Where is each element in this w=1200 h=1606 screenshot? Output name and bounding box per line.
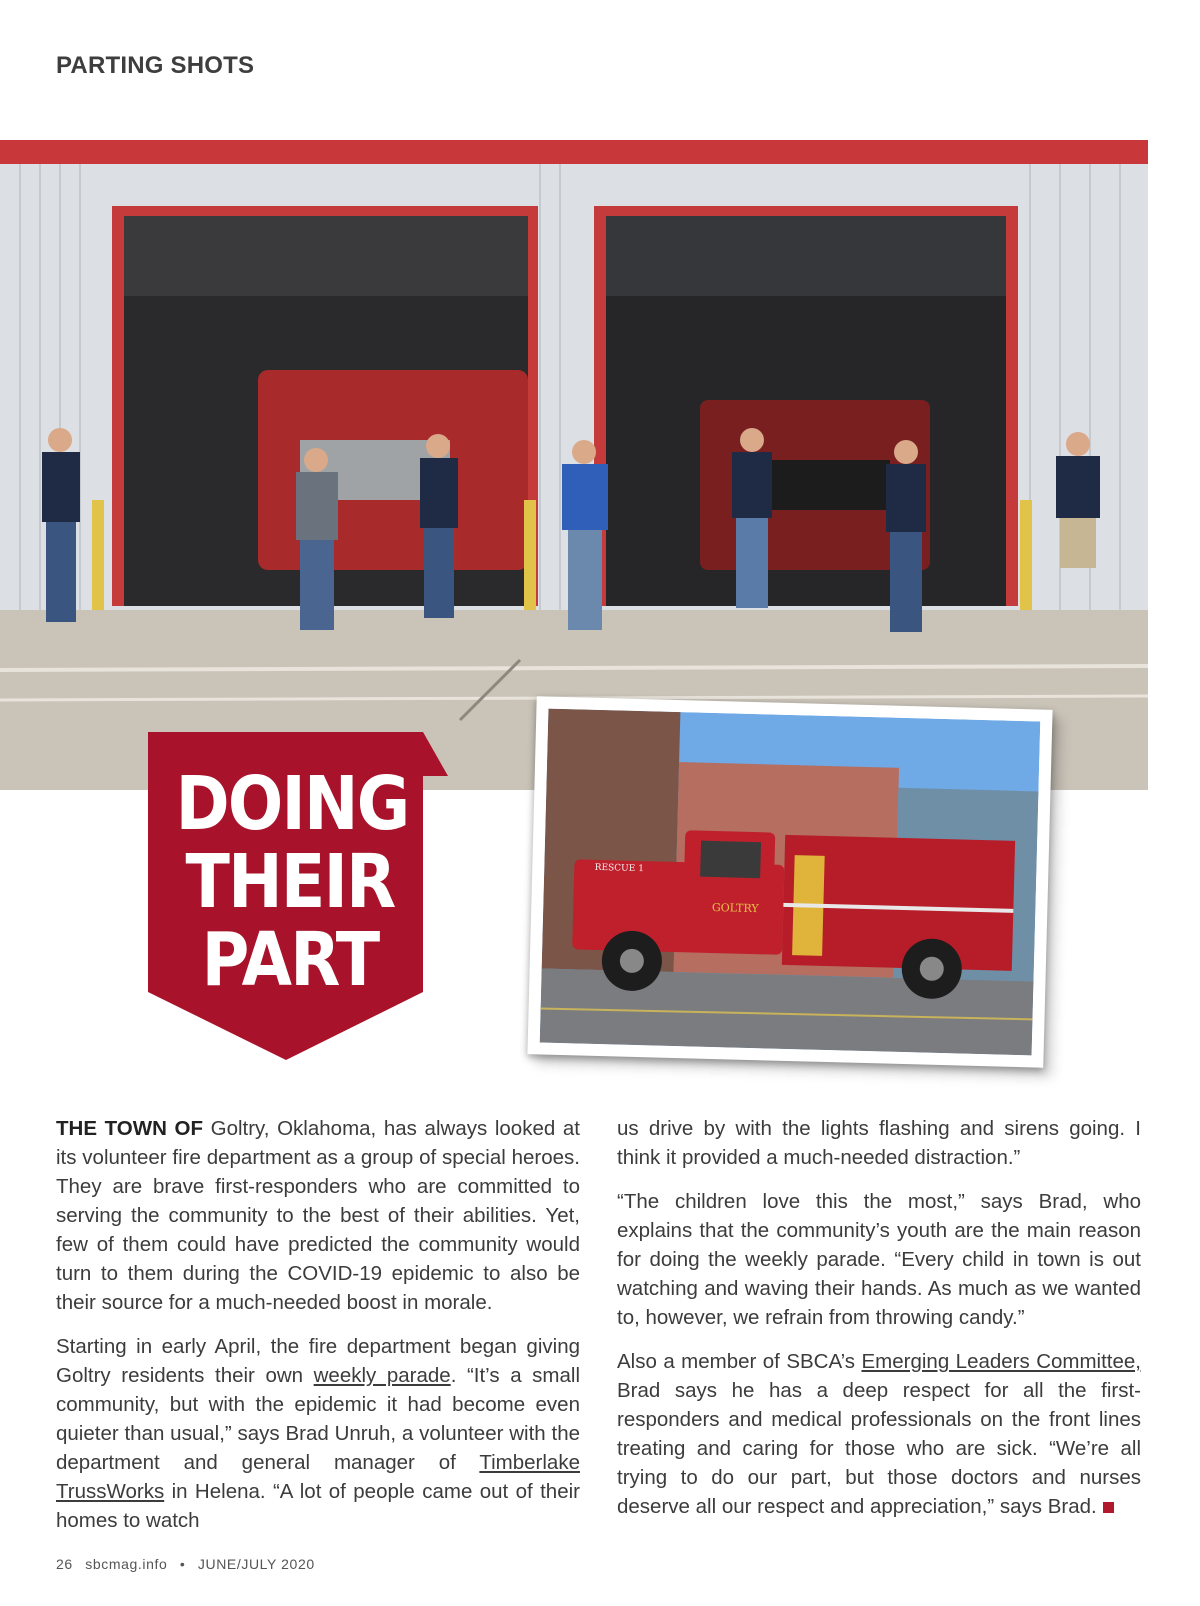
paragraph-2: Starting in early April, the fire department began giving Goltry residents their own weekly parade. “It’s a small community, but with the epidemic it had become even quieter than usual,” says Brad Unruh, a volunteer with the department and general manager of Timberlake TrussWorks in Helena. “A lot of people came out of their homes to watch (56, 1335, 580, 1532)
article-column-right (617, 1114, 1141, 1536)
weekly-parade-link[interactable]: weekly parade (313, 1364, 451, 1387)
timberlake-trussworks-link[interactable]: Timberlake TrussWorks (56, 1451, 580, 1503)
site-name: sbcmag.info (85, 1556, 168, 1572)
end-mark-icon (1103, 1502, 1114, 1513)
headline-line-3: PART (201, 917, 379, 1003)
emerging-leaders-committee-link[interactable]: Emerging Leaders Committee, (861, 1350, 1141, 1373)
headline-line-2: THEIR (185, 839, 395, 925)
truck-hood-text: RESCUE 1 (594, 862, 644, 875)
article-column-left (56, 1114, 580, 1550)
paragraph-2-continued: us drive by with the lights flashing and sirens going. I think it provided a much-needed distraction.” (617, 1117, 1141, 1169)
page-footer (56, 1556, 323, 1572)
headline (175, 761, 409, 1003)
page-number: 26 (56, 1556, 73, 1572)
fire-station-photo (0, 140, 1148, 790)
paragraph-4: Also a member of SBCA’s Emerging Leaders Committee, Brad says he has a deep respect for all the first-responders and medical professionals on the front lines treating and caring for those who are sick. “We’re all trying to do our part, but those doctors and nurses deserve all our respect and appreciation,” says Brad. (617, 1350, 1141, 1518)
paragraph-3: “The children love this the most,” says Brad, who explains that the community’s youth are the main reason for doing the weekly parade. “Every child in town is out watching and waving their hands. As much as we wanted to, however, we refrain from throwing candy.” (617, 1190, 1141, 1329)
paragraph-1: THE TOWN OF Goltry, Oklahoma, has always looked at its volunteer fire department as a group of special heroes. They are brave first-responders who are committed to serving the community to the best of their abilities. Yet, few of them could have predicted the community would turn to them during the COVID-19 epidemic to also be their source for a much-needed boost in morale. (56, 1117, 580, 1314)
issue-date: JUNE/JULY 2020 (197, 1556, 315, 1572)
section-label: PARTING SHOTS (56, 52, 255, 79)
truck-door-text: GOLTRY (711, 900, 759, 916)
footer-bullet: • (179, 1556, 186, 1572)
headline-line-1: DOING (175, 761, 409, 847)
rescue-truck-photo (527, 696, 1052, 1067)
lead-in: THE TOWN OF (56, 1117, 203, 1140)
